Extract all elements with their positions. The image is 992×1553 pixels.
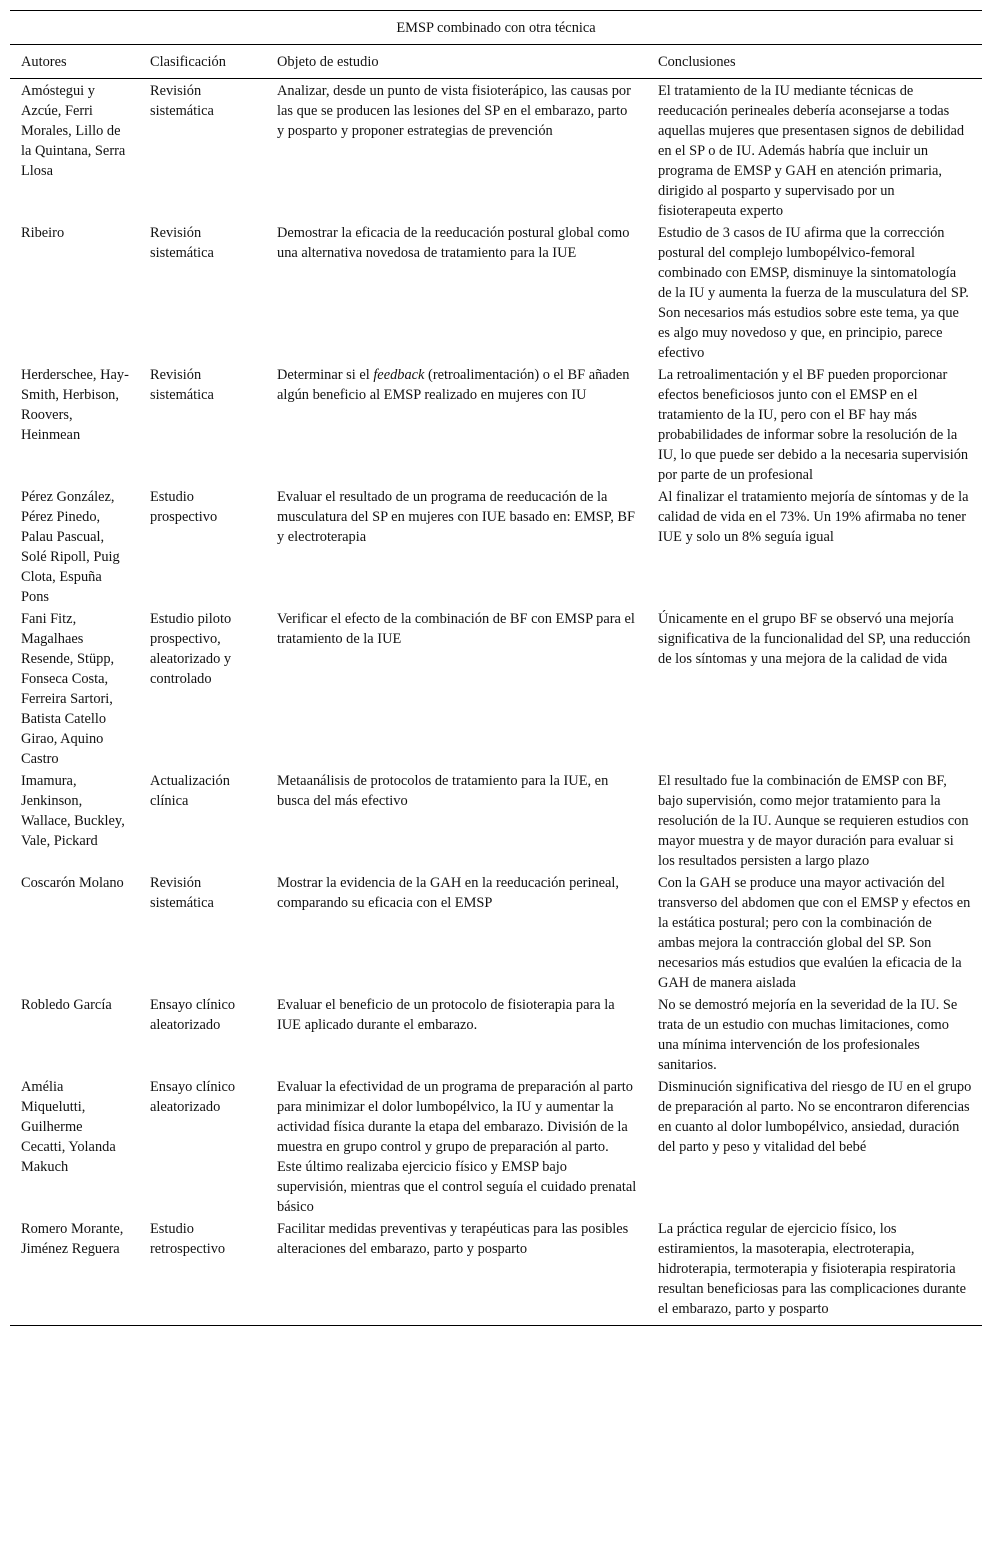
cell-objeto: Facilitar medidas preventivas y terapéuticas para las posibles alteraciones del embarazo, parto y posparto [266, 1217, 647, 1326]
objeto-text-post: (retroalimentación) o el BF añaden algún beneficio al EMSP realizado en mujeres con IU [277, 367, 630, 403]
cell-clasificacion: Ensayo clínico aleatorizado [150, 1079, 236, 1115]
cell-clasificacion: Actualización clínica [150, 773, 230, 809]
cell-autores: Imamura, Jenkinson, Wallace, Buckley, Vale, Pickard [21, 773, 125, 849]
cell-objeto: Metaanálisis de protocolos de tratamiento para la IUE, en busca del más efectivo [277, 773, 609, 809]
cell-conclusiones: Estudio de 3 casos de IU afirma que la corrección postural del complejo lumbopélvico-femoral combinado con EMSP, disminuye la sintomatología de la IU y aumenta la fuerza de la musculatura del SP. Son necesarios más estudios sobre este tema, ya que es algo muy novedoso y que, en principio, parece efectivo [658, 225, 969, 361]
cell-autores: Herderschee, Hay-Smith, Herbison, Roovers, Heinmean [21, 367, 129, 443]
cell-autores: Romero Morante, Jiménez Reguera [10, 1217, 139, 1326]
cell-objeto: Evaluar el beneficio de un protocolo de fisioterapia para la IUE aplicado durante el embarazo. [277, 997, 615, 1033]
header-conclusiones: Conclusiones [647, 45, 982, 79]
cell-autores: Amóstegui y Azcúe, Ferri Morales, Lillo de la Quintana, Serra Llosa [21, 83, 126, 179]
cell-autores: Amélia Miquelutti, Guilherme Cecatti, Yolanda Makuch [21, 1079, 116, 1175]
cell-conclusiones: El resultado fue la combinación de EMSP con BF, bajo supervisión, como mejor tratamiento para la resolución de la IU. Aunque se requieren estudios con mayor muestra y de mayor duración para evaluar si los resultados persisten a largo plazo [658, 773, 969, 869]
table-row [10, 993, 982, 1075]
cell-conclusiones: La práctica regular de ejercicio físico, los estiramientos, la masoterapia, electroterapia, hidroterapia, termoterapia y fisioterapia respiratoria resultan beneficiosas para las complicaciones durante el embarazo, parto y posparto [647, 1217, 982, 1326]
cell-autores: Robledo García [21, 997, 112, 1013]
table-row [10, 485, 982, 607]
objeto-text-italic: feedback [373, 367, 425, 383]
header-objeto: Objeto de estudio [266, 45, 647, 79]
cell-clasificacion: Estudio prospectivo [150, 489, 218, 525]
cell-clasificacion: Revisión sistemática [150, 83, 214, 119]
table-row [10, 1075, 982, 1217]
cell-clasificacion: Ensayo clínico aleatorizado [150, 997, 236, 1033]
caption-row [10, 11, 982, 45]
cell-objeto: Mostrar la evidencia de la GAH en la reeducación perineal, comparando su eficacia con el EMSP [277, 875, 620, 911]
cell-clasificacion: Revisión sistemática [150, 367, 214, 403]
cell-objeto [266, 363, 647, 485]
cell-objeto: Verificar el efecto de la combinación de BF con EMSP para el tratamiento de la IUE [277, 611, 635, 647]
table-row [10, 769, 982, 871]
cell-conclusiones: Únicamente en el grupo BF se observó una mejoría significativa de la funcionalidad del SP, una reducción de los síntomas y una mejora de la calidad de vida [658, 611, 971, 667]
cell-objeto: Evaluar la efectividad de un programa de preparación al parto para minimizar el dolor lumbopélvico, la IU y aumentar la actividad física durante la etapa del embarazo. División de la muestra en grupo control y grupo de preparación al parto. Este último realizaba ejercicio físico y EMSP bajo supervisión, mientras que el control seguía el cuidado prenatal básico [277, 1079, 637, 1215]
cell-autores: Pérez González, Pérez Pinedo, Palau Pascual, Solé Ripoll, Puig Clota, Espuña Pons [21, 489, 120, 605]
header-autores: Autores [10, 45, 139, 79]
table-row [10, 1217, 982, 1326]
cell-autores: Coscarón Molano [21, 875, 124, 891]
table-row [10, 607, 982, 769]
table-row [10, 79, 982, 222]
table-caption: EMSP combinado con otra técnica [10, 11, 982, 45]
header-row [10, 45, 982, 79]
cell-objeto: Analizar, desde un punto de vista fisioterápico, las causas por las que se producen las lesiones del SP en el embarazo, parto y posparto y proponer estrategias de prevención [277, 83, 631, 139]
cell-conclusiones: No se demostró mejoría en la severidad de la IU. Se trata de un estudio con muchas limitaciones, como una mínima intervención de los profesionales sanitarios. [658, 997, 958, 1073]
table-row [10, 221, 982, 363]
cell-conclusiones: Disminución significativa del riesgo de IU en el grupo de preparación al parto. No se encontraron diferencias en cuanto al dolor lumbopélvico, ansiedad, duración del parto y peso y vitalidad del bebé [658, 1079, 972, 1155]
cell-conclusiones: Al finalizar el tratamiento mejoría de síntomas y de la calidad de vida en el 73%. Un 19% afirmaba no tener IUE y solo un 8% seguía igual [658, 489, 969, 545]
cell-clasificacion: Revisión sistemática [150, 875, 214, 911]
cell-clasificacion: Estudio piloto prospectivo, aleatorizado y controlado [150, 611, 232, 687]
cell-conclusiones: La retroalimentación y el BF pueden proporcionar efectos beneficiosos junto con el EMSP en el tratamiento de la IU, pero con el BF hay más probabilidades de informar sobre la resolución de la IU, lo que puede ser debido a la necesaria supervisión por parte de un profesional [658, 367, 969, 483]
table-row [10, 871, 982, 993]
cell-clasificacion: Revisión sistemática [150, 225, 214, 261]
cell-objeto: Evaluar el resultado de un programa de reeducación de la musculatura del SP en mujeres con IUE basado en: EMSP, BF y electroterapia [277, 489, 635, 545]
cell-conclusiones: Con la GAH se produce una mayor activación del transverso del abdomen que con el EMSP y efectos en la estática postural; pero con la combinación de ambas mejora la contracción global del SP. Son necesarios más estudios que evalúen la eficacia de la GAH de manera aislada [658, 875, 971, 991]
objeto-text-pre: Determinar si el [277, 367, 374, 383]
table-row [10, 363, 982, 485]
cell-conclusiones: El tratamiento de la IU mediante técnicas de reeducación perineales debería aconsejarse a todas aquellas mujeres que presentasen signos de debilidad en el SP o de IU. Además habría que incluir un programa de EMSP y GAH en atención primaria, dirigido al posparto y supervisado por un fisioterapeuta experto [658, 83, 965, 219]
table-container [10, 10, 982, 1326]
cell-clasificacion: Estudio retrospectivo [139, 1217, 266, 1326]
header-clasificacion: Clasificación [139, 45, 266, 79]
cell-autores: Ribeiro [21, 225, 65, 241]
study-table [10, 10, 982, 1326]
cell-autores: Fani Fitz, Magalhaes Resende, Stüpp, Fonseca Costa, Ferreira Sartori, Batista Catello Girao, Aquino Castro [21, 611, 115, 767]
cell-objeto: Demostrar la eficacia de la reeducación postural global como una alternativa novedosa de tratamiento para la IUE [277, 225, 630, 261]
